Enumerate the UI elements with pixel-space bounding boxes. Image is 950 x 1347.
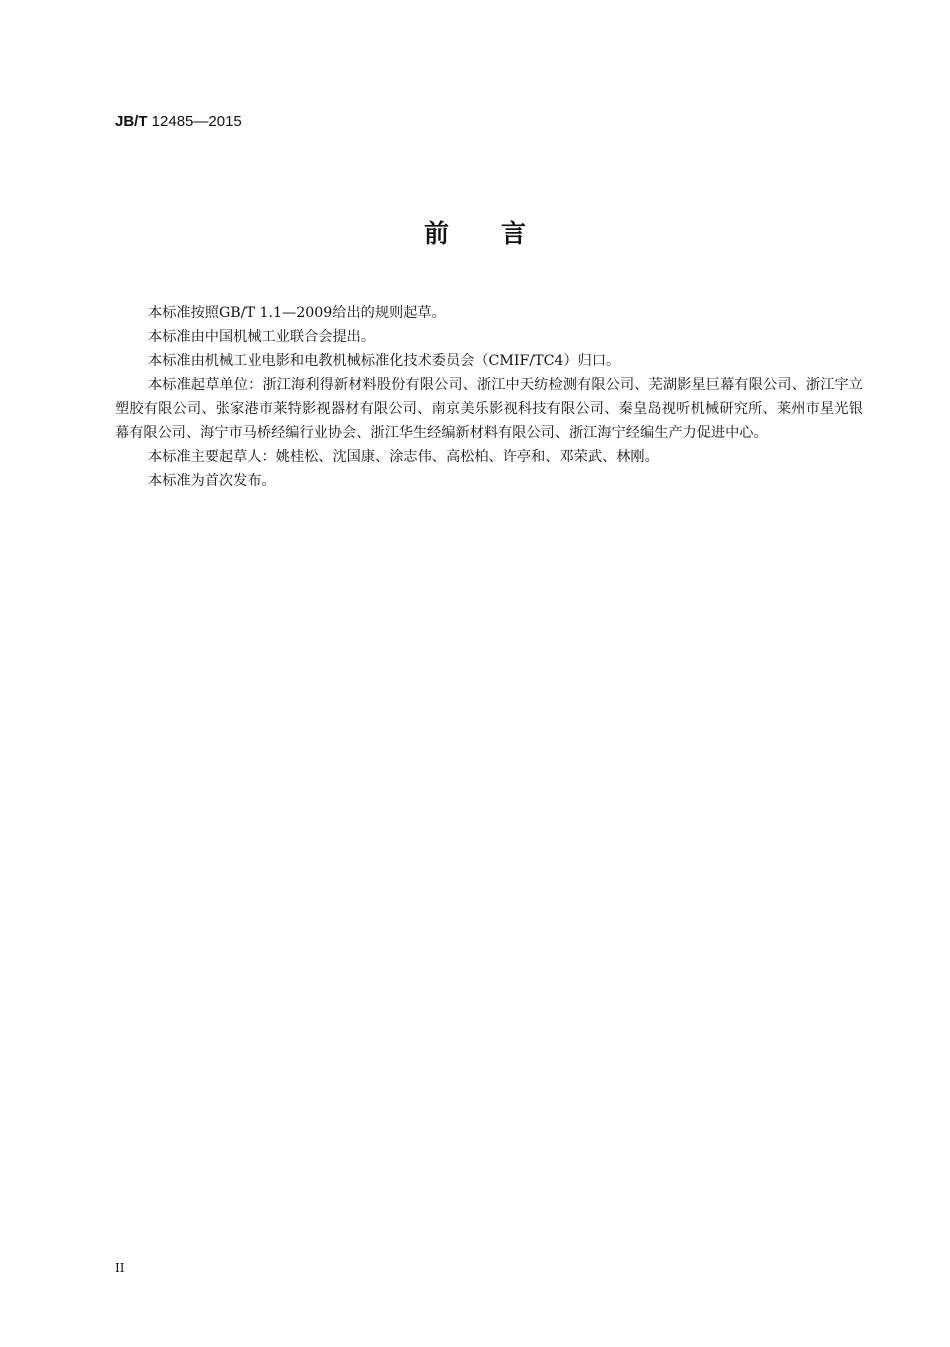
standard-code-prefix: JB/T bbox=[115, 113, 148, 130]
page-number: II bbox=[115, 1261, 125, 1275]
standard-code bbox=[115, 112, 242, 132]
paragraph-drafting-rules: 本标准按照GB/T 1.1—2009给出的规则起草。 bbox=[148, 305, 446, 321]
paragraph-proposer: 本标准由中国机械工业联合会提出。 bbox=[148, 329, 376, 345]
page-title: 前言 bbox=[423, 219, 578, 248]
paragraph-drafting-units: 本标准起草单位：浙江海利得新材料股份有限公司、浙江中天纺检测有限公司、芜湖影星巨幕有限公司、浙江宇立塑胶有限公司、张家港市莱特影视器材有限公司、南京美乐影视科技有限公司、秦皇岛视听机械研究所、莱州市星光银幕有限公司、海宁市马桥经编行业协会、浙江华生经编新材料有限公司、浙江海宁经编生产力促进中心。 bbox=[115, 377, 863, 441]
paragraph-drafters: 本标准主要起草人：姚桂松、沈国康、涂志伟、高松柏、许亭和、邓荣武、林刚。 bbox=[148, 449, 659, 465]
paragraph-first-release: 本标准为首次发布。 bbox=[148, 473, 276, 489]
standard-code-number: 12485—2015 bbox=[147, 113, 242, 130]
paragraph-committee: 本标准由机械工业电影和电教机械标准化技术委员会（CMIF/TC4）归口。 bbox=[148, 353, 621, 369]
foreword-body bbox=[115, 301, 863, 493]
